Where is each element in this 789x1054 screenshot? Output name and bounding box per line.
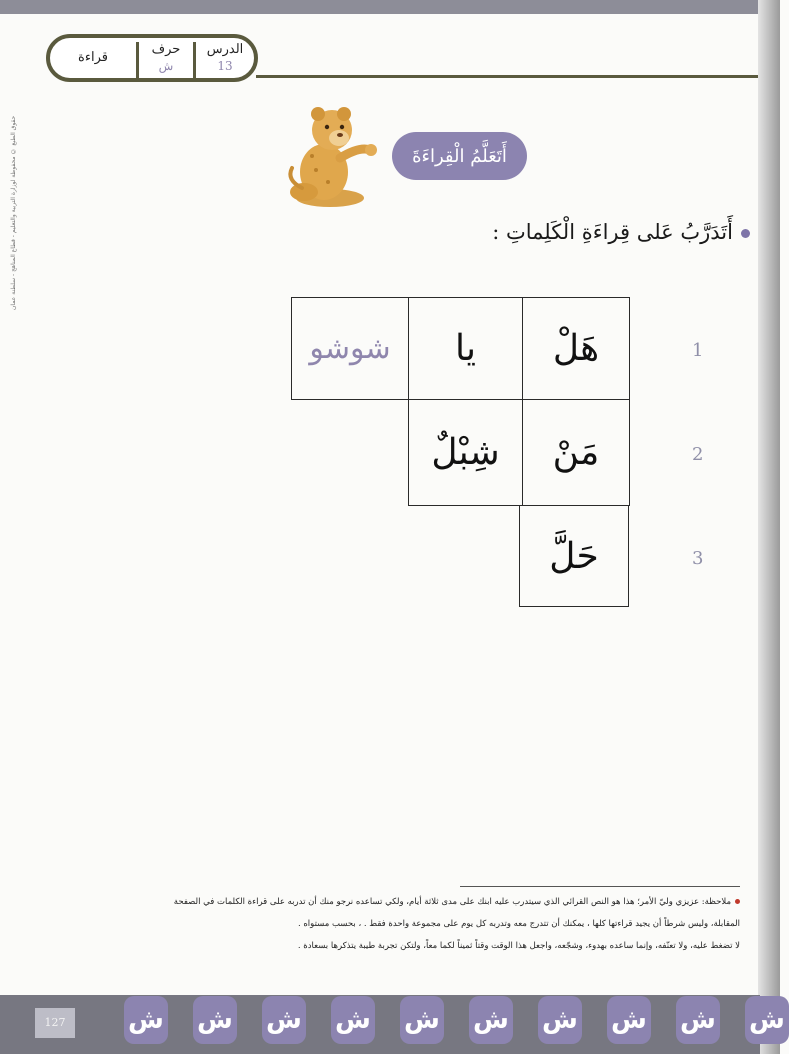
word-cell: شِبْلٌ (408, 399, 523, 506)
word-cell: مَنْ (522, 399, 630, 506)
instruction-label: أَتَدَرَّبُ عَلى قِراءَةِ الْكَلِماتِ : (492, 220, 733, 244)
page-number: 127 (35, 1008, 75, 1038)
header-divider (136, 42, 139, 78)
letter-label: حرف (151, 42, 181, 57)
word-cell: حَلَّ (519, 505, 629, 607)
letter-tile: ش (538, 996, 582, 1044)
row-number: 1 (692, 340, 704, 361)
lesson-title-badge: أَتَعَلَّمُ الْقِراءَةَ (392, 132, 527, 180)
section-label: قراءة (78, 50, 108, 65)
row-number: 2 (692, 444, 704, 465)
letter-tile: ش (331, 996, 375, 1044)
lesson-label: الدرس (206, 42, 244, 57)
letter-tile: ش (469, 996, 513, 1044)
letter-tile: ش (400, 996, 444, 1044)
letter-tile: ش (124, 996, 168, 1044)
header-rule (256, 75, 758, 78)
parent-note-line (40, 896, 740, 908)
note-text: ملاحظة: عزيزي وليّ الأمر؛ هذا هو النص القرائي الذي سيتدرب عليه ابنك على مدى ثلاثة أيام، ولكي تساعده نرجو منك أن تدربه على قراءة الكلمات في الصفحة (173, 897, 731, 907)
top-edge-bar (0, 0, 780, 14)
lesson-header (46, 34, 258, 82)
word-cell: هَلْ (522, 297, 630, 400)
bullet-icon (741, 229, 750, 238)
letter-tile: ش (745, 996, 789, 1044)
parent-note-line: المقابلة، وليس شرطاً أن يجيد قراءتها كلها ، يمكنك أن تتدرج معه وتدربه كل يوم على مجموعة واحدة فقط . ، بحسب مستواه . (297, 919, 740, 929)
copyright-side-text: حقوق الطبع © محفوظة لوزارة التربية والتعليم - قطاع المناهج - سلطنة عمان (10, 115, 17, 310)
instruction-text (492, 220, 750, 244)
note-divider (460, 886, 740, 887)
letter-tile: ش (193, 996, 237, 1044)
lesson-number: 13 (217, 59, 233, 73)
letter-value: ش (158, 59, 174, 73)
letter-tile: ش (262, 996, 306, 1044)
word-cell-highlighted: شوشو (291, 297, 409, 400)
word-cell: يا (408, 297, 523, 400)
parent-note-line: لا تضغط عليه، ولا تعنّفه، وإنما ساعده بهدوء، وشجّعه، واجعل هذا الوقت وقتاً ثميناً لكما معاً، ولتكن تجربة طيبة يتذكرها بسعادة . (297, 941, 740, 951)
section-cell (50, 38, 136, 78)
letter-tile: ش (607, 996, 651, 1044)
lion-cub-illustration (282, 100, 382, 210)
letter-tile: ش (676, 996, 720, 1044)
note-bullet-icon (735, 899, 740, 904)
lesson-cell (196, 38, 254, 78)
row-number: 3 (692, 548, 704, 569)
header-divider (193, 42, 196, 78)
letter-cell (139, 38, 193, 78)
page-binding-shadow (758, 0, 780, 1054)
